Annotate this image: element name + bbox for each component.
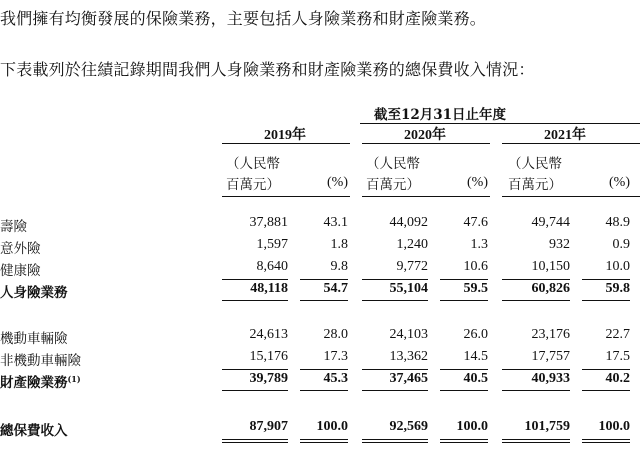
subtotal-underline — [502, 300, 570, 301]
cell-2020-amount: 55,104 — [389, 281, 428, 296]
subtotal-underline — [440, 300, 488, 301]
cell-2021-amount: 17,757 — [531, 349, 570, 364]
cell-2020-pct: 47.6 — [463, 215, 488, 230]
subtotal-underline — [582, 390, 630, 391]
cell-2020-amount: 1,240 — [396, 237, 428, 252]
row-label: 總保費收入 — [0, 423, 68, 439]
row-label: 意外險 — [0, 241, 41, 257]
cell-2020-amount: 13,362 — [389, 349, 428, 364]
unit-label-2021-l2: 百萬元） — [508, 177, 562, 193]
cell-2020-pct: 40.5 — [463, 371, 488, 386]
year-underline-2020 — [362, 143, 490, 144]
subtotal-underline — [300, 300, 348, 301]
unit-underline-2020 — [362, 196, 490, 197]
cell-2020-amount: 24,103 — [389, 327, 428, 342]
cell-2021-pct: 40.2 — [605, 371, 630, 386]
cell-2020-amount: 9,772 — [396, 259, 428, 274]
row-label: 壽險 — [0, 219, 27, 235]
subtotal-underline — [222, 390, 288, 391]
intro-paragraph: 我們擁有均衡發展的保險業務，主要包括人身險業務和財產險業務。 — [0, 9, 487, 28]
pct-label-2019: (%) — [327, 175, 348, 190]
cell-2021-amount: 10,150 — [531, 259, 570, 274]
cell-2019-pct: 1.8 — [330, 237, 348, 252]
cell-2020-pct: 59.5 — [463, 281, 488, 296]
cell-2019-pct: 9.8 — [330, 259, 348, 274]
row-label: 非機動車輛險 — [0, 353, 81, 369]
subtotal-underline — [502, 390, 570, 391]
total-double-underline — [502, 439, 570, 443]
subtotal-rule — [222, 279, 288, 280]
year-underline-2019 — [222, 143, 350, 144]
subtotal-underline — [440, 390, 488, 391]
cell-2021-pct: 17.5 — [605, 349, 630, 364]
row-label-text: 財產險業務 — [0, 375, 68, 391]
pct-label-2020: (%) — [467, 175, 488, 190]
subtotal-rule — [300, 279, 348, 280]
unit-underline-2021 — [502, 196, 640, 197]
unit-label-2020-l1: （人民幣 — [366, 156, 420, 172]
unit-underline-2019 — [222, 196, 350, 197]
subtotal-underline — [582, 300, 630, 301]
subtotal-rule — [502, 279, 570, 280]
subtotal-rule — [362, 369, 428, 370]
row-label: 機動車輛險 — [0, 331, 68, 347]
cell-2019-amount: 24,613 — [249, 327, 288, 342]
subtotal-rule — [362, 279, 428, 280]
cell-2020-pct: 10.6 — [463, 259, 488, 274]
total-double-underline — [222, 439, 288, 443]
cell-2020-pct: 1.3 — [470, 237, 488, 252]
cell-2019-amount: 39,789 — [249, 371, 288, 386]
cell-2021-pct: 59.8 — [605, 281, 630, 296]
cell-2019-pct: 54.7 — [323, 281, 348, 296]
cell-2020-pct: 26.0 — [463, 327, 488, 342]
cell-2021-pct: 100.0 — [598, 419, 630, 434]
row-label — [0, 371, 81, 391]
cell-2021-amount: 23,176 — [531, 327, 570, 342]
year-2021: 2021年 — [544, 128, 586, 143]
unit-label-2020-l2: 百萬元） — [366, 177, 420, 193]
subtotal-underline — [362, 390, 428, 391]
cell-2020-pct: 14.5 — [463, 349, 488, 364]
subtotal-underline — [222, 300, 288, 301]
cell-2019-amount: 15,176 — [249, 349, 288, 364]
subtotal-underline — [300, 390, 348, 391]
footnote-marker: (1) — [67, 374, 81, 384]
cell-2019-pct: 28.0 — [323, 327, 348, 342]
unit-label-2019-l1: （人民幣 — [226, 156, 280, 172]
cell-2019-pct: 43.1 — [323, 215, 348, 230]
table-caption: 下表載列於往績記錄期間我們人身險業務和財產險業務的總保費收入情況： — [0, 60, 535, 79]
total-double-underline — [582, 439, 630, 443]
cell-2019-amount: 37,881 — [249, 215, 288, 230]
cell-2021-amount: 101,759 — [524, 419, 570, 434]
cell-2021-pct: 22.7 — [605, 327, 630, 342]
total-double-underline — [362, 439, 428, 443]
cell-2019-pct: 100.0 — [316, 419, 348, 434]
year-underline-2021 — [502, 143, 640, 144]
total-double-underline — [440, 439, 488, 443]
period-header: 截至12月31日止年度 — [373, 107, 507, 123]
subtotal-underline — [362, 300, 428, 301]
total-double-underline — [300, 439, 348, 443]
subtotal-rule — [582, 279, 630, 280]
year-2020: 2020年 — [404, 128, 446, 143]
pct-label-2021: (%) — [609, 175, 630, 190]
cell-2021-pct: 48.9 — [605, 215, 630, 230]
cell-2020-amount: 44,092 — [389, 215, 428, 230]
cell-2021-amount: 932 — [549, 237, 570, 252]
subtotal-rule — [440, 279, 488, 280]
cell-2021-amount: 40,933 — [531, 371, 570, 386]
subtotal-rule — [502, 369, 570, 370]
cell-2020-amount: 92,569 — [389, 419, 428, 434]
row-label: 人身險業務 — [0, 285, 68, 301]
subtotal-rule — [222, 369, 288, 370]
cell-2021-amount: 49,744 — [531, 215, 570, 230]
subtotal-rule — [440, 369, 488, 370]
row-label: 健康險 — [0, 263, 41, 279]
cell-2019-amount: 87,907 — [249, 419, 288, 434]
cell-2019-amount: 8,640 — [256, 259, 288, 274]
cell-2019-pct: 17.3 — [323, 349, 348, 364]
unit-label-2021-l1: （人民幣 — [508, 156, 562, 172]
cell-2019-amount: 48,118 — [250, 281, 288, 296]
subtotal-rule — [582, 369, 630, 370]
cell-2019-amount: 1,597 — [256, 237, 288, 252]
cell-2020-pct: 100.0 — [456, 419, 488, 434]
subtotal-rule — [300, 369, 348, 370]
cell-2019-pct: 45.3 — [323, 371, 348, 386]
cell-2021-amount: 60,826 — [531, 281, 570, 296]
cell-2021-pct: 10.0 — [605, 259, 630, 274]
year-2019: 2019年 — [264, 128, 306, 143]
cell-2020-amount: 37,465 — [389, 371, 428, 386]
unit-label-2019-l2: 百萬元） — [226, 177, 280, 193]
cell-2021-pct: 0.9 — [612, 237, 630, 252]
